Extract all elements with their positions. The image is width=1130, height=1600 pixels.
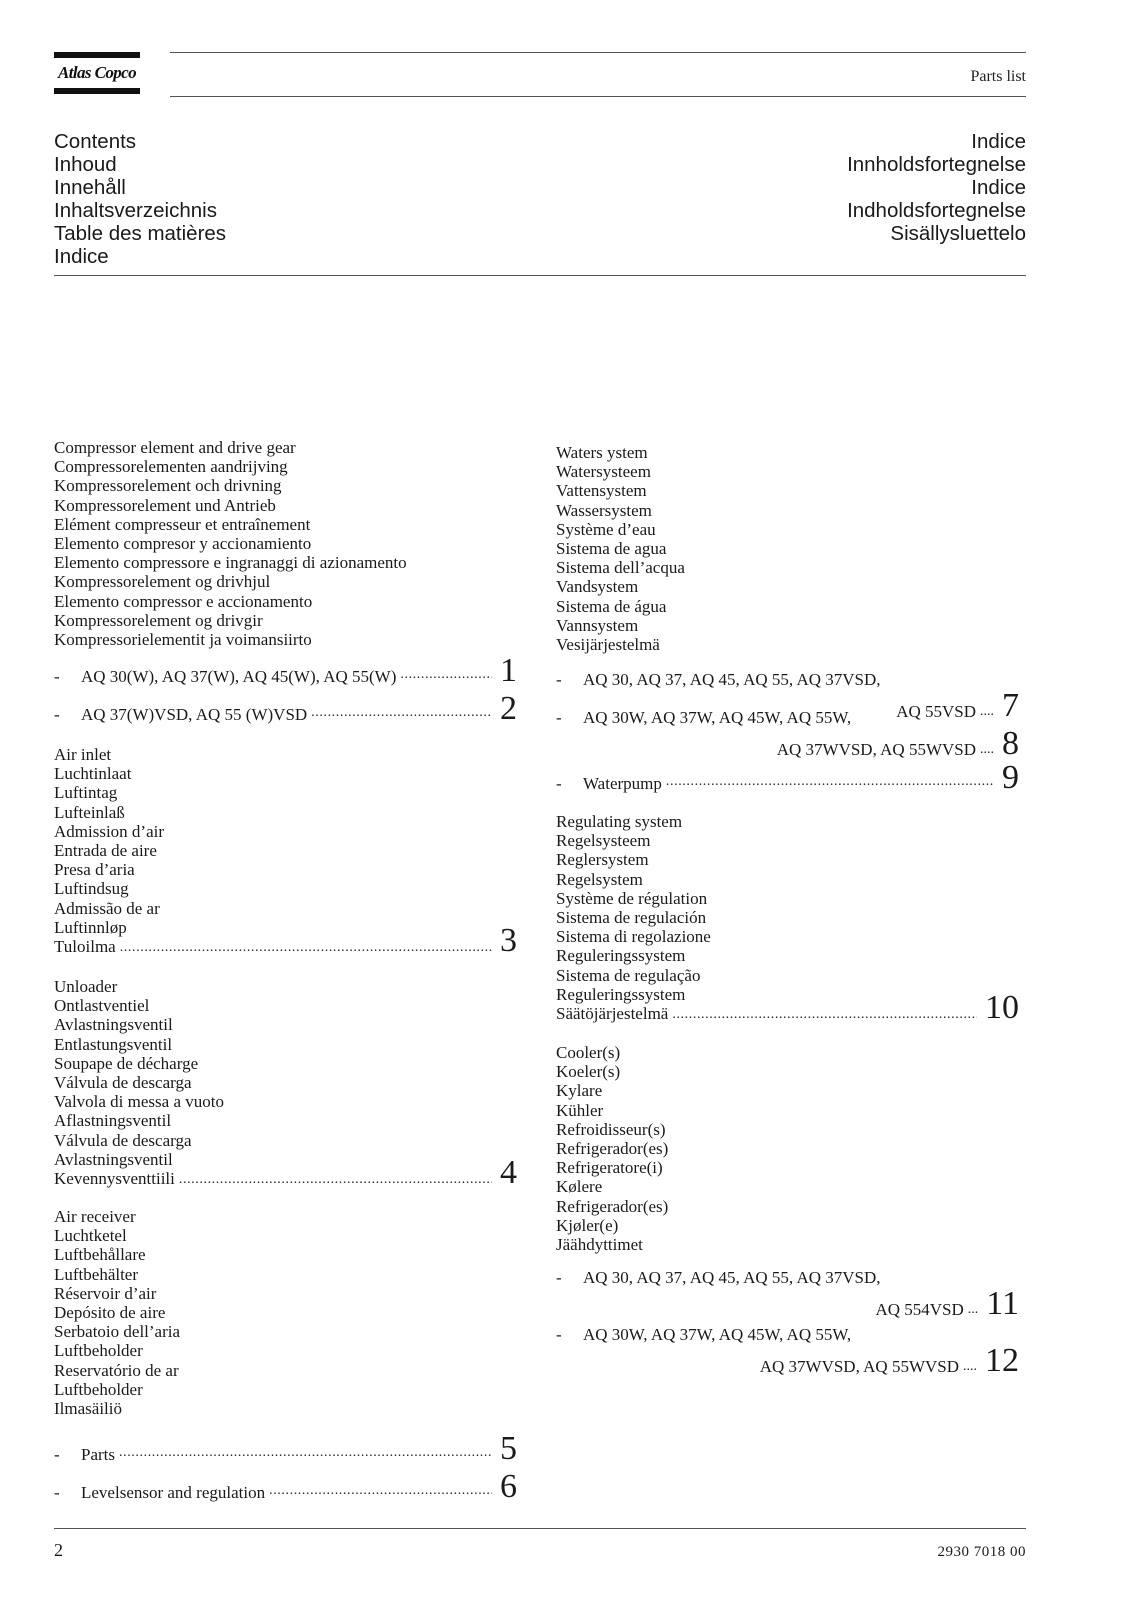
dot-leader bbox=[119, 1444, 492, 1461]
logo-bottom-bar bbox=[54, 88, 140, 94]
dot-leader: .... bbox=[963, 1359, 977, 1374]
entry-text: Kevennysventtiili bbox=[54, 1168, 175, 1188]
page-number: 7 bbox=[1002, 687, 1019, 724]
section-regulating-system[interactable] bbox=[556, 812, 1019, 1027]
section-line: Regelsysteem bbox=[556, 831, 651, 851]
section-line: Wassersystem bbox=[556, 500, 652, 520]
page-number: 12 bbox=[985, 1342, 1019, 1379]
dot-leader: .... bbox=[980, 742, 994, 757]
page-number: 9 bbox=[1002, 759, 1019, 796]
section-line: Válvula de descarga bbox=[54, 1072, 192, 1092]
entry-dash: - bbox=[556, 1268, 562, 1287]
section-line: Vannsystem bbox=[556, 615, 639, 635]
section-line: Lufteinlaß bbox=[54, 802, 125, 822]
section-unloader[interactable] bbox=[54, 977, 517, 1192]
page-number: 2 bbox=[500, 690, 517, 727]
section-line: Air receiver bbox=[54, 1207, 136, 1226]
dot-leader bbox=[672, 1006, 977, 1023]
toc-entry-page-12[interactable] bbox=[556, 1325, 1019, 1377]
section-line: Système de régulation bbox=[556, 888, 708, 908]
dot-leader: ... bbox=[967, 1302, 979, 1317]
section-line: Avlastningsventil bbox=[54, 1149, 173, 1169]
entry-text-line1: AQ 30W, AQ 37W, AQ 45W, AQ 55W, bbox=[583, 708, 852, 727]
section-line: Valvola di messa a vuoto bbox=[54, 1092, 224, 1112]
entry-dash: - bbox=[556, 1325, 562, 1344]
entry-text: AQ 37(W)VSD, AQ 55 (W)VSD bbox=[81, 705, 308, 724]
section-line: Compressor element and drive gear bbox=[54, 438, 296, 457]
header-rule-bottom bbox=[170, 96, 1026, 97]
entry-text: Säätöjärjestelmä bbox=[556, 1003, 669, 1023]
entry-text-line1: AQ 30W, AQ 37W, AQ 45W, AQ 55W, bbox=[583, 1325, 852, 1344]
footer-rule bbox=[54, 1528, 1026, 1529]
page-number: 4 bbox=[500, 1154, 517, 1192]
section-line: Admission d’air bbox=[54, 821, 165, 841]
section-line: Presa d’aria bbox=[54, 860, 135, 880]
toc-entry-page-2[interactable] bbox=[54, 690, 517, 727]
entry-text: Parts bbox=[81, 1445, 115, 1464]
section-line: Reguleringssystem bbox=[556, 984, 686, 1004]
section-line: Vesijärjestelmä bbox=[556, 634, 660, 654]
entry-dash: - bbox=[556, 774, 562, 793]
section-water-system bbox=[556, 443, 1019, 654]
entry-text-line2: AQ 37WVSD, AQ 55WVSD bbox=[776, 740, 976, 759]
entry-dash: - bbox=[556, 708, 562, 727]
section-line: Koeler(s) bbox=[556, 1062, 621, 1082]
title-line: Indholdsfortegnelse bbox=[847, 199, 1026, 222]
entry-dash: - bbox=[54, 1483, 60, 1502]
section-line: Luftinnløp bbox=[54, 917, 127, 937]
title-line: Indice bbox=[971, 130, 1026, 153]
toc-entry-page-8[interactable] bbox=[556, 708, 1019, 760]
title-line: Inhaltsverzeichnis bbox=[54, 199, 217, 222]
logo-text: Atlas Copco bbox=[58, 63, 136, 82]
titles-rule bbox=[54, 275, 1026, 276]
section-line: Luchtketel bbox=[54, 1226, 127, 1246]
section-line: Jäähdyttimet bbox=[556, 1234, 643, 1254]
section-line: Soupape de décharge bbox=[54, 1053, 199, 1073]
entry-text-line2: AQ 55VSD bbox=[896, 702, 976, 721]
section-line: Kompressorelement og drivgir bbox=[54, 610, 263, 630]
entry-text-line2: AQ 37WVSD, AQ 55WVSD bbox=[759, 1357, 959, 1376]
section-line: Unloader bbox=[54, 977, 118, 996]
page-number: 10 bbox=[985, 989, 1019, 1027]
section-air-receiver bbox=[54, 1207, 517, 1418]
document-number: 2930 7018 00 bbox=[937, 1544, 1026, 1560]
entry-text-line1: AQ 30, AQ 37, AQ 45, AQ 55, AQ 37VSD, bbox=[583, 670, 881, 689]
section-line: Luftbeholder bbox=[54, 1379, 143, 1399]
page-number: 6 bbox=[500, 1468, 517, 1505]
section-line: Luftbehållare bbox=[54, 1245, 146, 1265]
section-line: Cooler(s) bbox=[556, 1043, 621, 1062]
entry-text: Tuloilma bbox=[54, 936, 116, 956]
dot-leader bbox=[179, 1171, 492, 1188]
dot-leader bbox=[120, 939, 492, 956]
section-line: Admissão de ar bbox=[54, 898, 160, 918]
entry-dash: - bbox=[54, 667, 60, 686]
entry-text: Levelsensor and regulation bbox=[81, 1483, 266, 1502]
section-line: Kompressorelement og drivhjul bbox=[54, 572, 271, 592]
section-line: Kühler bbox=[556, 1100, 604, 1120]
section-line: Luftintag bbox=[54, 783, 118, 803]
dot-leader bbox=[400, 666, 492, 683]
toc-entry-page-1[interactable] bbox=[54, 652, 517, 689]
title-line: Indice bbox=[54, 245, 109, 268]
section-line: Elemento compressor e accionamento bbox=[54, 591, 313, 611]
section-line: Waters ystem bbox=[556, 443, 648, 462]
section-line: Refrigerador(es) bbox=[556, 1138, 669, 1158]
title-line: Contents bbox=[54, 130, 137, 153]
section-line: Refrigerador(es) bbox=[556, 1196, 669, 1216]
entry-text-line2: AQ 554VSD bbox=[875, 1300, 964, 1319]
section-line: Entrada de aire bbox=[54, 840, 157, 860]
entry-text: AQ 30(W), AQ 37(W), AQ 45(W), AQ 55(W) bbox=[81, 667, 397, 686]
dot-leader bbox=[666, 773, 994, 790]
contents-titles-right bbox=[847, 130, 1026, 245]
toc-entry-page-9[interactable] bbox=[556, 759, 1019, 796]
dot-leader: .... bbox=[980, 704, 994, 719]
title-line: Table des matières bbox=[54, 222, 227, 245]
section-compressor-element bbox=[54, 438, 517, 649]
section-line: Sistema dell’acqua bbox=[556, 558, 685, 578]
section-line: Serbatoio dell’aria bbox=[54, 1322, 181, 1342]
section-line: Vattensystem bbox=[556, 481, 647, 501]
section-line: Sistema de regulación bbox=[556, 907, 707, 927]
section-line: Válvula de descarga bbox=[54, 1130, 192, 1150]
section-line: Entlastungsventil bbox=[54, 1034, 173, 1054]
section-line: Kylare bbox=[556, 1081, 603, 1101]
section-line: Elément compresseur et entraînement bbox=[54, 514, 311, 534]
entry-text-line1: AQ 30, AQ 37, AQ 45, AQ 55, AQ 37VSD, bbox=[583, 1268, 881, 1287]
section-line: Vandsystem bbox=[556, 577, 639, 597]
dot-leader bbox=[311, 704, 492, 721]
entry-dash: - bbox=[556, 670, 562, 689]
section-line: Ilmasäiliö bbox=[54, 1398, 122, 1418]
section-line: Regelsystem bbox=[556, 869, 643, 889]
toc-entry-page-6[interactable] bbox=[54, 1468, 517, 1505]
section-line: Kjøler(e) bbox=[556, 1215, 619, 1235]
title-line: Indice bbox=[971, 176, 1026, 199]
section-line: Sistema de agua bbox=[556, 538, 667, 558]
section-line: Luftindsug bbox=[54, 879, 129, 899]
atlas-copco-logo bbox=[54, 52, 140, 94]
title-line: Inhoud bbox=[54, 153, 117, 176]
section-line: Watersysteem bbox=[556, 462, 651, 482]
page-number-footer: 2 bbox=[54, 1540, 63, 1560]
section-line: Kompressorielementit ja voimansiirto bbox=[54, 629, 312, 649]
section-line: Reguleringssystem bbox=[556, 946, 686, 966]
section-line: Kompressorelement och drivning bbox=[54, 476, 282, 496]
section-line: Reservatório de ar bbox=[54, 1360, 179, 1380]
section-line: Kompressorelement und Antrieb bbox=[54, 495, 276, 515]
page-number: 11 bbox=[986, 1285, 1019, 1322]
section-line: Elemento compressore e ingranaggi di azionamento bbox=[54, 553, 407, 573]
contents-titles-left bbox=[54, 130, 226, 268]
section-line: Sistema de regulação bbox=[556, 965, 701, 985]
title-line: Innholdsfortegnelse bbox=[847, 153, 1026, 176]
section-air-inlet[interactable] bbox=[54, 745, 517, 960]
section-line: Luchtinlaat bbox=[54, 764, 132, 784]
toc-entry-page-5[interactable] bbox=[54, 1430, 517, 1467]
section-line: Kølere bbox=[556, 1177, 603, 1197]
page-number: 8 bbox=[1002, 725, 1019, 762]
logo-top-bar bbox=[54, 52, 140, 58]
section-line: Ontlastventiel bbox=[54, 996, 150, 1016]
section-line: Réservoir d’air bbox=[54, 1283, 157, 1303]
section-line: Système d’eau bbox=[556, 519, 656, 539]
section-line: Sistema de água bbox=[556, 596, 667, 616]
entry-text: Waterpump bbox=[583, 774, 662, 793]
section-line: Compressorelementen aandrijving bbox=[54, 457, 288, 477]
section-line: Refroidisseur(s) bbox=[556, 1119, 666, 1139]
section-line: Regulating system bbox=[556, 812, 683, 831]
section-line: Elemento compresor y accionamiento bbox=[54, 533, 312, 553]
section-line: Avlastningsventil bbox=[54, 1015, 173, 1035]
header-rule-top bbox=[170, 52, 1026, 53]
section-line: Refrigeratore(i) bbox=[556, 1158, 663, 1178]
title-line: Innehåll bbox=[54, 176, 126, 199]
entry-dash: - bbox=[54, 1445, 60, 1464]
title-line: Sisällysluettelo bbox=[890, 222, 1026, 245]
toc-entry-page-11[interactable] bbox=[556, 1268, 1019, 1320]
section-line: Sistema di regolazione bbox=[556, 927, 711, 947]
section-line: Aflastningsventil bbox=[54, 1111, 172, 1131]
section-line: Air inlet bbox=[54, 745, 112, 764]
section-coolers bbox=[556, 1043, 1019, 1254]
section-line: Reglersystem bbox=[556, 850, 649, 870]
page-number: 3 bbox=[500, 922, 517, 960]
section-line: Luftbeholder bbox=[54, 1341, 143, 1361]
page-number: 1 bbox=[500, 652, 517, 689]
section-line: Luftbehälter bbox=[54, 1264, 139, 1284]
section-line: Depósito de aire bbox=[54, 1302, 166, 1322]
dot-leader bbox=[269, 1482, 492, 1499]
header-label: Parts list bbox=[970, 68, 1026, 85]
page-number: 5 bbox=[500, 1430, 517, 1467]
entry-dash: - bbox=[54, 705, 60, 724]
